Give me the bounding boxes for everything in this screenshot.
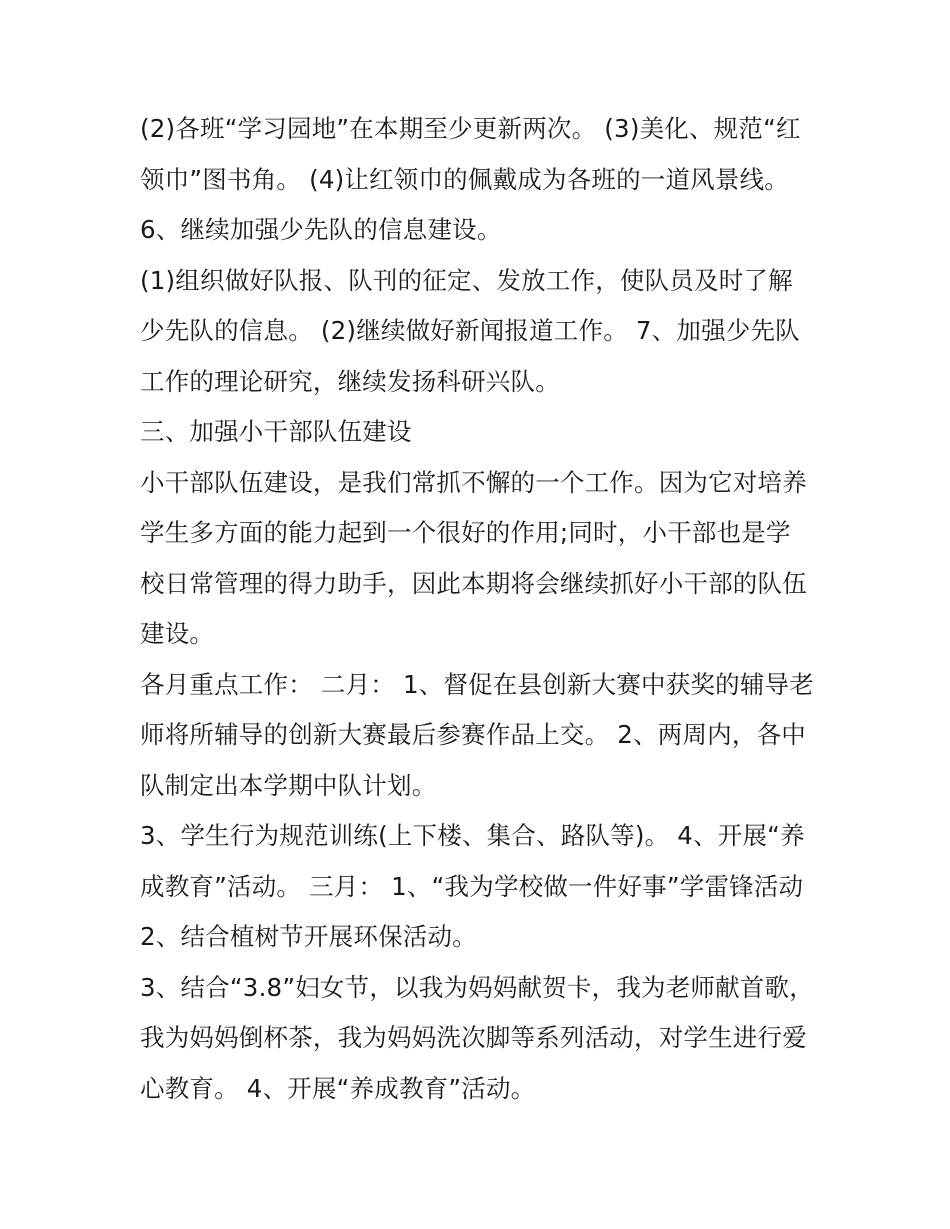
text-line: 成教育”活动。 三月： 1、“我为学校做一件好事”学雷锋活动 xyxy=(140,871,804,901)
text-line: 师将所辅导的创新大赛最后参赛作品上交。 2、两周内，各中 xyxy=(140,720,806,749)
text-line: 学生多方面的能力起到一个很好的作用;同时，小干部也是学 xyxy=(140,518,791,547)
section-heading: 6、继续加强少先队的信息建设。 xyxy=(140,215,502,244)
text-line: 3、结合“3.8”妇女节，以我为妈妈献贺卡，我为老师献首歌， xyxy=(140,972,814,1002)
text-line: 3、学生行为规范训练(上下楼、集合、路队等)。 4、开展“养 xyxy=(140,821,805,850)
text-line: 校日常管理的得力助手，因此本期将会继续抓好小干部的队伍 xyxy=(140,568,807,598)
text-line: 心教育。 4、开展“养成教育”活动。 xyxy=(140,1073,536,1103)
text-line: (1)组织做好队报、队刊的征定、发放工作，使队员及时了解 xyxy=(140,265,793,295)
text-line: 各月重点工作： 二月： 1、督促在县创新大赛中获奖的辅导老 xyxy=(140,669,814,699)
text-line: 工作的理论研究，继续发扬科研兴队。 xyxy=(140,366,560,396)
text-line: 2、结合植树节开展环保活动。 xyxy=(140,922,477,951)
text-line: 领巾”图书角。 (4)让红领巾的佩戴成为各班的一道风景线。 xyxy=(140,164,789,194)
section-heading: 三、加强小干部队伍建设 xyxy=(140,417,412,446)
document-page xyxy=(140,104,815,1114)
text-line: (2)各班“学习园地”在本期至少更新两次。 (3)美化、规范“红 xyxy=(140,114,801,143)
text-line: 小干部队伍建设，是我们常抓不懈的一个工作。因为它对培养 xyxy=(140,467,807,497)
text-line: 我为妈妈倒杯茶，我为妈妈洗次脚等系列活动，对学生进行爱 xyxy=(140,1023,807,1052)
text-line: 队制定出本学期中队计划。 xyxy=(140,770,437,800)
text-line: 少先队的信息。 (2)继续做好新闻报道工作。 7、加强少先队 xyxy=(140,316,800,345)
text-line: 建设。 xyxy=(140,619,215,648)
